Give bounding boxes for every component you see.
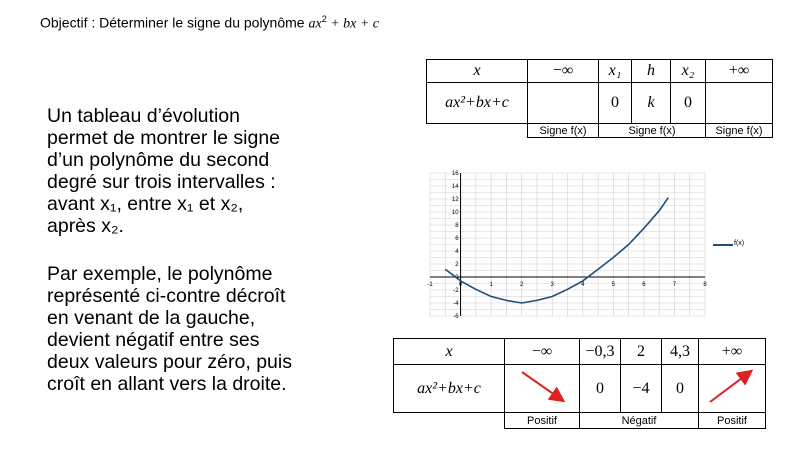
x-tick-label: 6 [642, 282, 646, 288]
y-tick-label: 6 [455, 236, 459, 242]
table-cell-value: 0 [599, 83, 632, 124]
objective-poly-sup: 2 [321, 14, 327, 24]
y-tick-label: 16 [451, 171, 459, 177]
objective-poly-a: ax [308, 16, 322, 32]
table-header-x1: x₁ [599, 60, 632, 83]
x-tick-label: 7 [672, 282, 677, 288]
paragraph-line: d’un polynôme du second [47, 149, 270, 171]
paragraph-line: deux valeurs pour zéro, puis [47, 351, 292, 373]
legend-label: f(x) [734, 240, 745, 247]
paragraph-line: en venant de la gauche, [47, 307, 256, 329]
table-header-plus-inf: +∞ [699, 339, 766, 365]
y-tick-label: -6 [453, 314, 459, 318]
x-tick-label: 1 [489, 282, 493, 288]
table-header-x2: 4,3 [662, 339, 699, 365]
table-cell-empty [706, 83, 773, 124]
arrow-up-right-icon [702, 366, 762, 406]
sign-table-generic [426, 59, 773, 138]
sign-label: Positif [699, 413, 766, 429]
paragraph-line: représenté ci-contre décroît [47, 285, 286, 307]
x-tick-label: 4 [581, 282, 585, 288]
x-tick-label: 3 [550, 282, 554, 288]
y-tick-label: 0 [455, 275, 459, 281]
objective-prefix: Objectif : Déterminer le signe du polynôme [40, 14, 309, 31]
x-tick-label: 2 [519, 282, 524, 288]
table-header-h: h [632, 60, 671, 83]
table-cell-value: 0 [662, 365, 699, 413]
y-tick-label: 10 [451, 210, 459, 216]
table-cell-value: −4 [621, 365, 662, 413]
explanation-paragraph-1 [47, 105, 347, 237]
table-cell-empty [427, 124, 528, 138]
sign-label: Signe f(x) [528, 124, 599, 138]
table-row-label: ax²+bx+c [427, 83, 528, 124]
x-tick-label: 0 [458, 282, 463, 288]
paragraph-line: devient négatif entre ses [47, 329, 260, 351]
table-header-x: x [394, 339, 505, 365]
table-cell-empty [394, 413, 505, 429]
parabola-chart [425, 168, 710, 318]
x-tick-label: 8 [703, 282, 707, 288]
table-header-h: 2 [621, 339, 662, 365]
arrow-down-right-icon [512, 366, 572, 406]
y-tick-label: 12 [451, 197, 459, 203]
x-tick-label: 5 [611, 282, 616, 288]
table-header-plus-inf: +∞ [706, 60, 773, 83]
table-header-minus-inf: −∞ [505, 339, 580, 365]
table-row-label: ax²+bx+c [394, 365, 505, 413]
paragraph-line: permet de montrer le signe [47, 127, 281, 149]
table-cell-arrow-up [699, 365, 766, 413]
table-header-minus-inf: −∞ [528, 60, 599, 83]
series-line-f [445, 198, 668, 303]
paragraph-line: après x₂. [47, 215, 124, 237]
x-tick-label: -1 [427, 282, 433, 288]
paragraph-line: degré sur trois intervalles : [47, 171, 276, 193]
paragraph-line: croît en allant vers la droite. [47, 373, 287, 395]
y-tick-label: -2 [453, 288, 459, 294]
explanation-paragraph-2 [47, 263, 347, 395]
y-tick-label: 8 [455, 223, 459, 229]
table-cell-value: 0 [580, 365, 621, 413]
paragraph-line: avant x₁, entre x₁ et x₂, [47, 193, 244, 215]
table-cell-empty [528, 83, 599, 124]
paragraph-line: Un tableau d’évolution [47, 105, 240, 127]
sign-table-example [393, 338, 766, 429]
sign-label: Positif [505, 413, 580, 429]
objective-poly-rest: + bx + c [326, 16, 380, 32]
sign-label: Signe f(x) [599, 124, 706, 138]
table-header-x1: −0,3 [580, 339, 621, 365]
objective-title [40, 14, 379, 33]
sign-label: Signe f(x) [706, 124, 773, 138]
table-cell-value: 0 [671, 83, 706, 124]
y-tick-label: 4 [455, 249, 459, 255]
y-tick-label: -4 [453, 301, 459, 307]
table-header-x: x [427, 60, 528, 83]
table-header-x2: x₂ [671, 60, 706, 83]
table-cell-arrow-down [505, 365, 580, 413]
y-tick-label: 14 [451, 184, 459, 190]
table-cell-value: k [632, 83, 671, 124]
legend-swatch [713, 244, 733, 246]
paragraph-line: Par exemple, le polynôme [47, 263, 273, 285]
y-tick-label: 2 [455, 262, 459, 268]
sign-label: Négatif [580, 413, 699, 429]
